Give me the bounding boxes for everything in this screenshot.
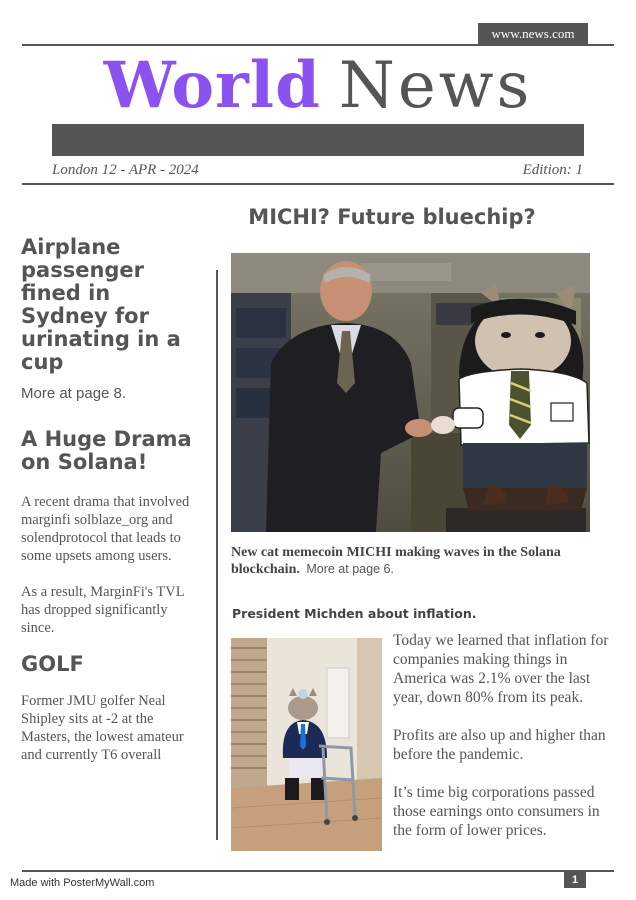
photo-caption [231,544,596,578]
page-number: 1 [564,872,586,888]
inflation-paragraph-3: It’s time big corporations passed those earnings onto consumers in the form of lower prices. [393,784,600,839]
handshake-photo [231,253,590,532]
location-date: London 12 - APR - 2024 [52,162,199,178]
story2-paragraph-1: A recent drama that involved marginfi solblaze_org and solendprotocol that leads to some upsets among users. [21,494,190,564]
site-url-badge[interactable]: www.news.com [478,23,588,44]
story3-headline: GOLF [21,652,84,676]
masthead-banner-bar [52,124,584,156]
main-headline: MICHI? Future bluechip? [248,205,536,229]
caption-bold: New cat memecoin MICHI making waves in the Solana blockchain. [231,545,561,577]
column-divider [216,270,218,840]
masthead-world: World [103,48,321,123]
story3-body: Former JMU golfer Neal Shipley sits at -2 at the Masters, the lowest amateur and currently T6 overall [21,693,184,763]
inflation-article [393,631,618,840]
top-rule [22,44,614,46]
caption-more: More at page 6. [306,562,394,576]
made-with-credit[interactable]: Made with PosterMyWall.com [10,877,155,889]
story1-more: More at page 8. [21,385,127,402]
left-column [21,236,203,764]
story2-headline: A Huge Drama on Solana! [21,427,192,474]
header-bottom-rule [22,183,614,185]
masthead [0,48,636,123]
office-handshake-illustration [231,253,590,532]
inflation-paragraph-1: Today we learned that inflation for companies making things in America was 2.1% over the last year, down 80% from its peak. [393,632,609,706]
story2-paragraph-2: As a result, MarginFi's TVL has dropped significantly since. [21,584,185,636]
walker-photo [231,638,382,851]
footer-rule [22,870,614,872]
masthead-news: News [338,49,533,123]
cat-with-walker-illustration [231,638,382,851]
sub-headline: President Michden about inflation. [232,606,477,621]
inflation-paragraph-2: Profits are also up and higher than before the pandemic. [393,727,606,763]
edition-label: Edition: 1 [522,162,583,178]
story1-headline: Airplane passenger fined in Sydney for urinating in a cup [21,235,181,374]
